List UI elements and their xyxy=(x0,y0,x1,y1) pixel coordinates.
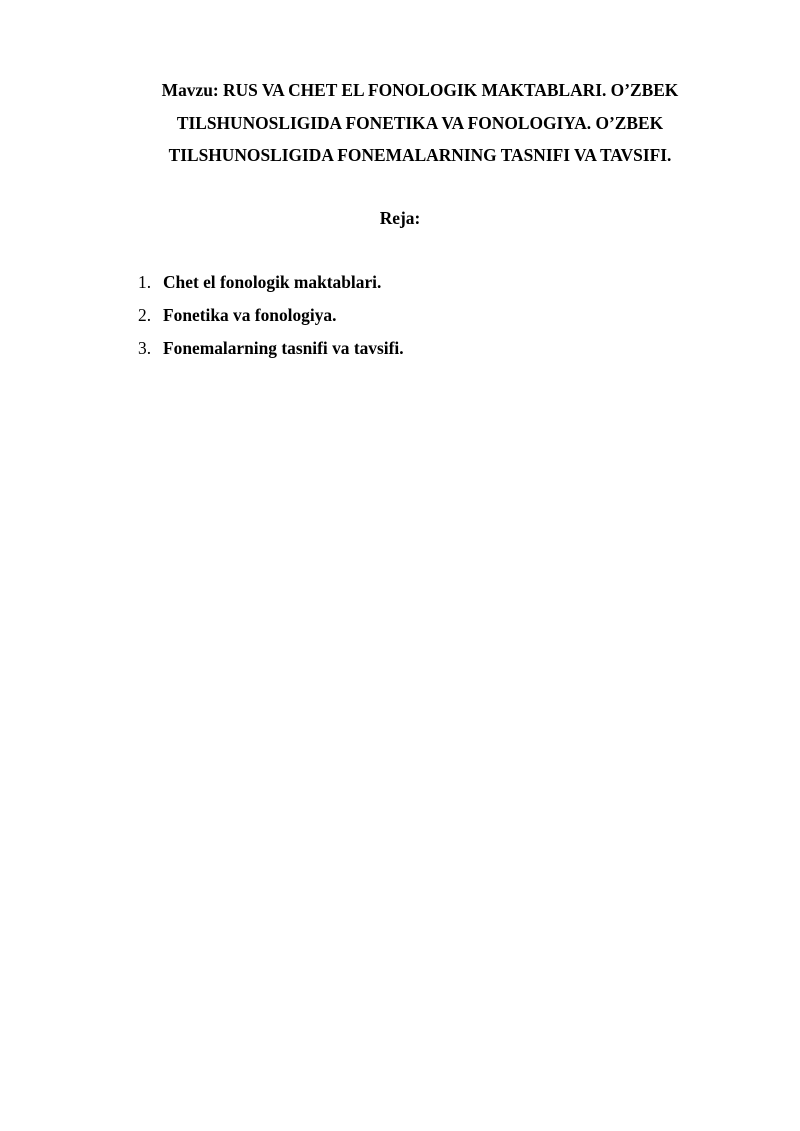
document-title xyxy=(120,74,720,172)
plan-item-text: Fonetika va fonologiya. xyxy=(163,305,337,325)
plan-heading: Reja: xyxy=(379,208,421,228)
title-line: TILSHUNOSLIGIDA FONEMALARNING TASNIFI VA TAVSIFI. xyxy=(168,145,672,165)
plan-item xyxy=(138,301,404,334)
plan-item xyxy=(138,268,404,301)
plan-item-text: Chet el fonologik maktablari. xyxy=(163,272,382,292)
plan-item-number: 2. xyxy=(138,305,152,325)
plan-item-number: 3. xyxy=(138,338,152,358)
plan-item-text: Fonemalarning tasnifi va tavsifi. xyxy=(163,338,404,358)
title-line: Mavzu: RUS VA CHET EL FONOLOGIK MAKTABLARI. O’ZBEK xyxy=(161,80,679,100)
plan-item xyxy=(138,334,404,367)
plan-list xyxy=(138,268,404,367)
title-line: TILSHUNOSLIGIDA FONETIKA VA FONOLOGIYA. O’ZBEK xyxy=(176,112,664,133)
plan-item-number: 1. xyxy=(138,272,152,292)
